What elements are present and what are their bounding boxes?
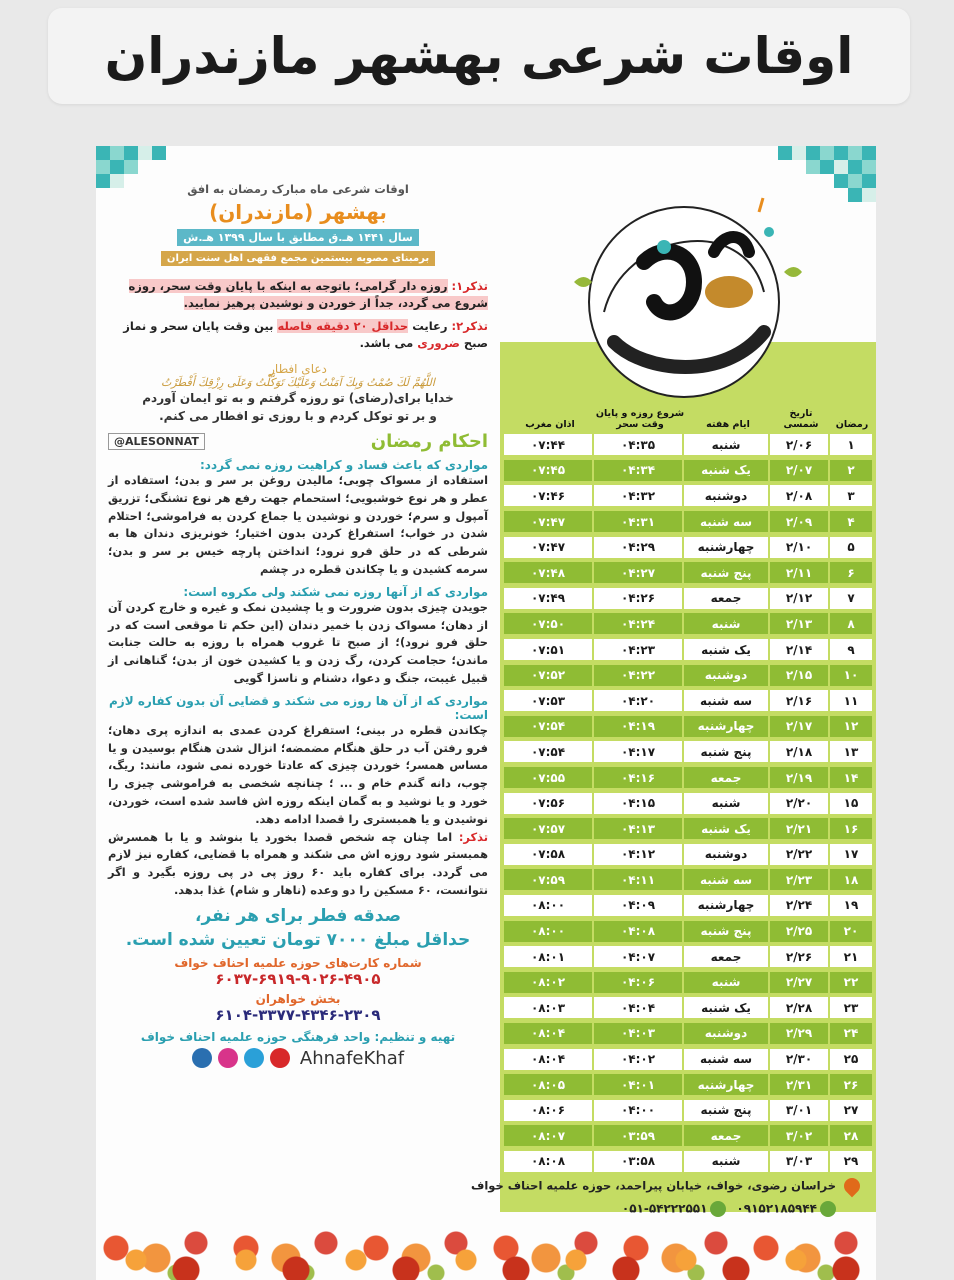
cell-ramadan: ۲۳ — [830, 997, 872, 1018]
cell-ramadan: ۲ — [830, 460, 872, 481]
cell-solar-date: ۲/۱۳ — [770, 613, 828, 634]
section-1-body: استفاده از مسواک چوبی؛ مالیدن روغن بر سر و بدن؛ استفاده از عطر و هر نوع خوشبویی؛ استحمام جهت رفع هر نوع تشنگی؛ تزریق آمپول و سرم؛ خوردن و نوشیدن یا جماع کردن به فراموشی؛ احتلام شدن در خواب؛ استفراغ کردن بدون اختیار؛ خونریزی دندان ها به شرطی که در حلق فرو نرود؛ انداختن پارچه خیس بر سر و بدن؛ سرمه کشیدن و یا چکاندن قطره در چشم — [108, 473, 488, 576]
cell-solar-date: ۲/۱۱ — [770, 562, 828, 583]
cell-solar-date: ۳/۰۲ — [770, 1125, 828, 1146]
cell-maghrib: ۰۷:۴۶ — [504, 485, 592, 506]
cell-ramadan: ۱۵ — [830, 793, 872, 814]
cell-weekday: شنبه — [684, 972, 768, 993]
cell-solar-date: ۲/۱۲ — [770, 588, 828, 609]
note-3 — [108, 829, 488, 900]
cell-ramadan: ۱۹ — [830, 895, 872, 916]
dua-arabic: اللَّهُمَّ لَكَ صُمْتُ وَبِكَ آمَنْتُ وَعَلَيْكَ تَوَكَّلْتُ وَعَلَى رِزْقِكَ أَفْطَرْتُ — [161, 376, 435, 389]
note-1-text: روزه دار گرامی؛ باتوجه به اینکه با پایان وقت سحر، روزه شروع می گردد، جداً از خوردن و نوشیدن پرهیز نمایید. — [128, 279, 488, 310]
cell-sahar: ۰۴:۰۷ — [594, 946, 682, 967]
table-row — [497, 509, 873, 535]
cell-maghrib: ۰۸:۰۸ — [504, 1151, 592, 1172]
cell-maghrib: ۰۷:۵۱ — [504, 639, 592, 660]
ahkam-title: احکام رمضان — [370, 431, 488, 452]
cell-weekday: یک شنبه — [684, 818, 768, 839]
cell-ramadan: ۵ — [830, 537, 872, 558]
card-1-title: شماره کارت‌های حوزه علمیه احناف خواف — [174, 955, 422, 970]
cell-weekday: سه شنبه — [684, 511, 768, 532]
banner-title: اوقات شرعی بهشهر مازندران — [104, 27, 854, 85]
aparat-icon — [270, 1048, 290, 1068]
cell-sahar: ۰۴:۲۴ — [594, 613, 682, 634]
table-row — [497, 842, 873, 868]
cell-weekday: چهارشنبه — [684, 716, 768, 737]
cell-ramadan: ۶ — [830, 562, 872, 583]
cell-solar-date: ۲/۰۹ — [770, 511, 828, 532]
header-maghrib: اذان مغرب — [525, 419, 575, 430]
cell-sahar: ۰۴:۰۹ — [594, 895, 682, 916]
instagram-icon — [218, 1048, 238, 1068]
cell-maghrib: ۰۷:۵۶ — [504, 793, 592, 814]
cell-weekday: شنبه — [684, 793, 768, 814]
cell-ramadan: ۹ — [830, 639, 872, 660]
cell-sahar: ۰۴:۰۸ — [594, 921, 682, 942]
table-row — [497, 1021, 873, 1047]
cell-sahar: ۰۴:۱۳ — [594, 818, 682, 839]
top-banner — [48, 8, 910, 104]
table-body — [497, 432, 873, 1174]
flower-border-front — [96, 1240, 876, 1280]
cell-solar-date: ۲/۱۹ — [770, 767, 828, 788]
cell-weekday: جمعه — [684, 767, 768, 788]
brand-name: AhnafeKhaf — [299, 1047, 405, 1069]
cell-weekday: سه شنبه — [684, 869, 768, 890]
cell-solar-date: ۲/۱۰ — [770, 537, 828, 558]
social-handle: @ALESONNAT — [108, 433, 205, 450]
cell-sahar: ۰۴:۱۲ — [594, 844, 682, 865]
info-column — [108, 182, 488, 1069]
table-row — [497, 918, 873, 944]
cell-maghrib: ۰۷:۴۷ — [504, 537, 592, 558]
cell-sahar: ۰۴:۳۴ — [594, 460, 682, 481]
poster — [96, 146, 876, 1280]
cell-sahar: ۰۴:۱۵ — [594, 793, 682, 814]
cell-solar-date: ۲/۲۱ — [770, 818, 828, 839]
dua-persian-1: خدایا برای(رضای) تو روزه گرفتم و به تو ایمان آوردم — [142, 391, 454, 405]
address — [470, 1178, 860, 1194]
cell-ramadan: ۱۳ — [830, 741, 872, 762]
cell-weekday: پنج شنبه — [684, 562, 768, 583]
cell-maghrib: ۰۸:۰۰ — [504, 895, 592, 916]
cell-weekday: چهارشنبه — [684, 1074, 768, 1095]
cell-ramadan: ۲۹ — [830, 1151, 872, 1172]
note-2-text-a: رعایت — [412, 319, 448, 333]
table-header — [497, 408, 873, 430]
cell-ramadan: ۱۴ — [830, 767, 872, 788]
cell-maghrib: ۰۷:۴۵ — [504, 460, 592, 481]
cell-sahar: ۰۴:۰۱ — [594, 1074, 682, 1095]
cell-solar-date: ۲/۱۶ — [770, 690, 828, 711]
cell-sahar: ۰۴:۲۶ — [594, 588, 682, 609]
cell-ramadan: ۸ — [830, 613, 872, 634]
cell-ramadan: ۲۰ — [830, 921, 872, 942]
social-bar — [108, 1048, 488, 1069]
cell-weekday: شنبه — [684, 613, 768, 634]
cell-maghrib: ۰۷:۵۰ — [504, 613, 592, 634]
cell-ramadan: ۲۵ — [830, 1049, 872, 1070]
cell-maghrib: ۰۷:۵۸ — [504, 844, 592, 865]
cell-solar-date: ۲/۲۳ — [770, 869, 828, 890]
cell-sahar: ۰۴:۲۳ — [594, 639, 682, 660]
phone-2-text: ۰۵۱-۵۴۲۲۲۵۵۱ — [621, 1201, 708, 1216]
cell-weekday: سه شنبه — [684, 690, 768, 711]
note-3-label: تذکر: — [458, 829, 488, 844]
table-row — [497, 893, 873, 919]
ramadan-logo-icon — [544, 172, 824, 402]
cell-weekday: چهارشنبه — [684, 895, 768, 916]
cell-ramadan: ۱۱ — [830, 690, 872, 711]
note-2-text-d: ضروری — [417, 336, 460, 350]
header-weekday: ایام هفته — [706, 419, 750, 430]
cell-maghrib: ۰۸:۰۲ — [504, 972, 592, 993]
cell-weekday: یک شنبه — [684, 997, 768, 1018]
cell-sahar: ۰۴:۲۰ — [594, 690, 682, 711]
cell-ramadan: ۲۴ — [830, 1023, 872, 1044]
cell-solar-date: ۲/۰۸ — [770, 485, 828, 506]
cell-sahar: ۰۳:۵۹ — [594, 1125, 682, 1146]
cell-weekday: پنج شنبه — [684, 1100, 768, 1121]
cell-weekday: سه شنبه — [684, 1049, 768, 1070]
cell-ramadan: ۲۷ — [830, 1100, 872, 1121]
cell-maghrib: ۰۸:۰۵ — [504, 1074, 592, 1095]
ahkam-row — [108, 431, 488, 452]
cell-weekday: شنبه — [684, 434, 768, 455]
table-row — [497, 637, 873, 663]
header-sahar: شروع روزه و پایان وقت سحر — [595, 408, 685, 430]
cell-solar-date: ۲/۲۷ — [770, 972, 828, 993]
zakat-line-2: حداقل مبلغ ۷۰۰۰ تومان تعیین شده است. — [125, 929, 471, 950]
cell-maghrib: ۰۷:۵۲ — [504, 665, 592, 686]
header-ramadan: رمضان — [835, 419, 869, 430]
cell-sahar: ۰۴:۰۶ — [594, 972, 682, 993]
cell-weekday: پنج شنبه — [684, 741, 768, 762]
city-title: بهشهر (مازندران) — [209, 200, 387, 224]
cell-sahar: ۰۴:۱۱ — [594, 869, 682, 890]
dua-persian-2: و بر تو توکل کردم و با روزی تو افطار می کنم. — [159, 409, 437, 423]
table-row — [497, 688, 873, 714]
cell-maghrib: ۰۷:۴۹ — [504, 588, 592, 609]
cell-maghrib: ۰۷:۵۵ — [504, 767, 592, 788]
cell-maghrib: ۰۷:۵۴ — [504, 716, 592, 737]
cell-solar-date: ۲/۱۴ — [770, 639, 828, 660]
timetable — [497, 408, 873, 1174]
cell-maghrib: ۰۸:۰۳ — [504, 997, 592, 1018]
table-row — [497, 765, 873, 791]
cell-ramadan: ۷ — [830, 588, 872, 609]
table-row — [497, 1046, 873, 1072]
dua-heading: دعای افطار — [269, 362, 327, 376]
cell-ramadan: ۱۰ — [830, 665, 872, 686]
cell-maghrib: ۰۷:۵۹ — [504, 869, 592, 890]
table-row — [497, 611, 873, 637]
cell-sahar: ۰۴:۰۴ — [594, 997, 682, 1018]
cell-weekday: چهارشنبه — [684, 537, 768, 558]
cell-maghrib: ۰۷:۵۷ — [504, 818, 592, 839]
note-3-text: اما چنان چه شخص قصدا بخورد یا بنوشد و یا با همسرش همبستر شود روزه اش می شکند و همراه با قضایی، کفاره نیز لازم می گردد. برای کفاره باید ۶۰ روز پی در پی روزه بگیرد و اگر نتوانست، ۶۰ مسکین را دو وعده (ناهار و شام) غذا بدهد. — [108, 829, 488, 897]
cell-ramadan: ۳ — [830, 485, 872, 506]
note-2-text-e: می باشد. — [359, 336, 414, 350]
web-icon — [192, 1048, 212, 1068]
table-row — [497, 1072, 873, 1098]
cell-solar-date: ۲/۲۲ — [770, 844, 828, 865]
cell-solar-date: ۲/۲۸ — [770, 997, 828, 1018]
cell-solar-date: ۲/۲۴ — [770, 895, 828, 916]
poster-subtitle: اوقات شرعی ماه مبارک رمضان به افق — [187, 182, 409, 196]
cell-maghrib: ۰۸:۰۴ — [504, 1023, 592, 1044]
cell-solar-date: ۲/۳۱ — [770, 1074, 828, 1095]
cell-ramadan: ۲۱ — [830, 946, 872, 967]
cell-ramadan: ۲۸ — [830, 1125, 872, 1146]
zakat-line-1: صدقه فطر برای هر نفر، — [194, 905, 401, 926]
telegram-icon — [244, 1048, 264, 1068]
section-2-body: جویدن چیزی بدون ضرورت و یا چشیدن نمک و غیره و خارج کردن آن از دهان؛ مسواک زدن با خمیر دندان (این حکم تا موقعی است که در حلق فرو نرود)؛ از صبح تا غروب همراه با روزه به حالت جنابت ماندن؛ حجامت کردن، رگ زدن و یا کشیدن خون از بدن؛ گناهانی از قبیل غیبت، جنگ و دعوا، دشنام و ناسزا گویی — [108, 599, 488, 685]
card-2-title: بخش خواهران — [255, 991, 341, 1006]
cell-maghrib: ۰۸:۰۴ — [504, 1049, 592, 1070]
note-1-label: تذکر۱: — [451, 279, 488, 293]
cell-weekday: جمعه — [684, 588, 768, 609]
cell-weekday: جمعه — [684, 1125, 768, 1146]
cell-maghrib: ۰۷:۴۷ — [504, 511, 592, 532]
table-row — [497, 662, 873, 688]
cell-sahar: ۰۴:۲۹ — [594, 537, 682, 558]
cell-sahar: ۰۴:۱۹ — [594, 716, 682, 737]
cell-sahar: ۰۴:۰۲ — [594, 1049, 682, 1070]
cell-sahar: ۰۴:۱۶ — [594, 767, 682, 788]
phones — [622, 1201, 836, 1217]
cell-maghrib: ۰۷:۴۸ — [504, 562, 592, 583]
cell-solar-date: ۲/۰۶ — [770, 434, 828, 455]
table-row — [497, 944, 873, 970]
cell-maghrib: ۰۸:۰۶ — [504, 1100, 592, 1121]
cell-sahar: ۰۴:۲۷ — [594, 562, 682, 583]
cell-maghrib: ۰۷:۵۴ — [504, 741, 592, 762]
cell-weekday: جمعه — [684, 946, 768, 967]
table-row — [497, 739, 873, 765]
table-row — [497, 1123, 873, 1149]
cell-solar-date: ۲/۰۷ — [770, 460, 828, 481]
cell-ramadan: ۱۷ — [830, 844, 872, 865]
table-row — [497, 483, 873, 509]
cell-sahar: ۰۴:۰۰ — [594, 1100, 682, 1121]
note-2-text-c: بین وقت پایان سحر و نماز صبح — [123, 319, 488, 350]
note-2-label: تذکر۲: — [451, 319, 488, 333]
cell-solar-date: ۳/۰۱ — [770, 1100, 828, 1121]
note-1 — [108, 278, 488, 312]
cell-solar-date: ۲/۲۹ — [770, 1023, 828, 1044]
cell-sahar: ۰۴:۳۲ — [594, 485, 682, 506]
table-row — [497, 714, 873, 740]
cell-ramadan: ۱ — [830, 434, 872, 455]
cell-sahar: ۰۴:۳۵ — [594, 434, 682, 455]
cell-solar-date: ۲/۲۶ — [770, 946, 828, 967]
cell-maghrib: ۰۸:۰۷ — [504, 1125, 592, 1146]
phone-1-text: ۰۹۱۵۲۱۸۵۹۴۴ — [736, 1201, 817, 1216]
table-row — [497, 458, 873, 484]
phone-1 — [736, 1201, 836, 1217]
cell-maghrib: ۰۷:۴۴ — [504, 434, 592, 455]
cell-ramadan: ۱۸ — [830, 869, 872, 890]
cell-weekday: شنبه — [684, 1151, 768, 1172]
note-2-text-b: حداقل ۲۰ دقیقه فاصله — [277, 319, 409, 333]
cell-weekday: دوشنبه — [684, 665, 768, 686]
cell-maghrib: ۰۸:۰۰ — [504, 921, 592, 942]
cell-ramadan: ۲۶ — [830, 1074, 872, 1095]
table-row — [497, 995, 873, 1021]
table-row — [497, 560, 873, 586]
cell-ramadan: ۴ — [830, 511, 872, 532]
cell-weekday: دوشنبه — [684, 844, 768, 865]
table-row — [497, 534, 873, 560]
table-row — [497, 432, 873, 458]
cell-solar-date: ۲/۳۰ — [770, 1049, 828, 1070]
cell-weekday: دوشنبه — [684, 485, 768, 506]
card-1-number: ۶۰۳۷-۶۹۱۹-۹۰۲۶-۴۹۰۵ — [215, 969, 381, 988]
cell-weekday: پنج شنبه — [684, 921, 768, 942]
cell-weekday: دوشنبه — [684, 1023, 768, 1044]
section-1-title: مواردی که باعث فساد و کراهیت روزه نمی گردد: — [200, 458, 488, 472]
cell-sahar: ۰۴:۱۷ — [594, 741, 682, 762]
table-row — [497, 816, 873, 842]
section-3-title: مواردی که از آن ها روزه می شکند و قضایی آن بدون کفاره لازم است: — [109, 693, 488, 722]
cell-ramadan: ۲۲ — [830, 972, 872, 993]
cell-solar-date: ۲/۱۸ — [770, 741, 828, 762]
table-row — [497, 586, 873, 612]
cell-weekday: یک شنبه — [684, 460, 768, 481]
header-solar-date: تاریخ شمسی — [783, 408, 819, 430]
cell-sahar: ۰۳:۵۸ — [594, 1151, 682, 1172]
cell-solar-date: ۲/۲۰ — [770, 793, 828, 814]
card-2-number: ۶۱۰۴-۳۳۷۷-۴۳۴۶-۲۳۰۹ — [215, 1005, 381, 1024]
cell-maghrib: ۰۷:۵۳ — [504, 690, 592, 711]
year-badge: سال ۱۴۴۱ هـ.ق مطابق با سال ۱۳۹۹ هـ.ش — [177, 229, 419, 246]
cell-weekday: یک شنبه — [684, 639, 768, 660]
table-row — [497, 969, 873, 995]
location-pin-icon — [841, 1175, 864, 1198]
phone-icon — [820, 1201, 836, 1217]
section-2-title: مواردی که از آنها روزه نمی شکند ولی مکروه است: — [183, 584, 488, 599]
table-row — [497, 867, 873, 893]
cell-solar-date: ۲/۲۵ — [770, 921, 828, 942]
note-2 — [108, 318, 488, 352]
table-row — [497, 790, 873, 816]
prepared-by: تهیه و تنظیم: واحد فرهنگی حوزه علمیه احناف خواف — [140, 1029, 456, 1044]
section-3-body: چکاندن قطره در بینی؛ استفراغ کردن عمدی به اندازه پری دهان؛ فرو رفتن آب در حلق هنگام مضمضه؛ انزال شدن هنگام بوسیدن و یا مساس همسر؛ خوردن چیزی که عادتا خورده نمی شود، مانند: ریگ، چوب، دانه گندم خام و ... ؛ چنانچه شخصی به فراموشی چیزی را خورد و یا نوشید و به گمان اینکه روزه اش فاسد شده است، خوردن، نوشیدن و یا همبستری را قصدا ادامه دهد. — [108, 722, 488, 826]
cell-solar-date: ۲/۱۵ — [770, 665, 828, 686]
calc-basis-badge: برمبنای مصوبه بیستمین مجمع فقهی اهل سنت ایران — [161, 251, 435, 266]
cell-solar-date: ۲/۱۷ — [770, 716, 828, 737]
table-row — [497, 1097, 873, 1123]
cell-sahar: ۰۴:۲۲ — [594, 665, 682, 686]
phone-2 — [622, 1201, 727, 1217]
cell-sahar: ۰۴:۰۳ — [594, 1023, 682, 1044]
whatsapp-icon — [710, 1201, 726, 1217]
cell-solar-date: ۳/۰۳ — [770, 1151, 828, 1172]
cell-sahar: ۰۴:۳۱ — [594, 511, 682, 532]
cell-ramadan: ۱۲ — [830, 716, 872, 737]
address-text: خراسان رضوی، خواف، خیابان پیراحمد، حوزه علمیه احناف خواف — [471, 1178, 836, 1193]
cell-maghrib: ۰۸:۰۱ — [504, 946, 592, 967]
table-row — [497, 1149, 873, 1175]
cell-ramadan: ۱۶ — [830, 818, 872, 839]
